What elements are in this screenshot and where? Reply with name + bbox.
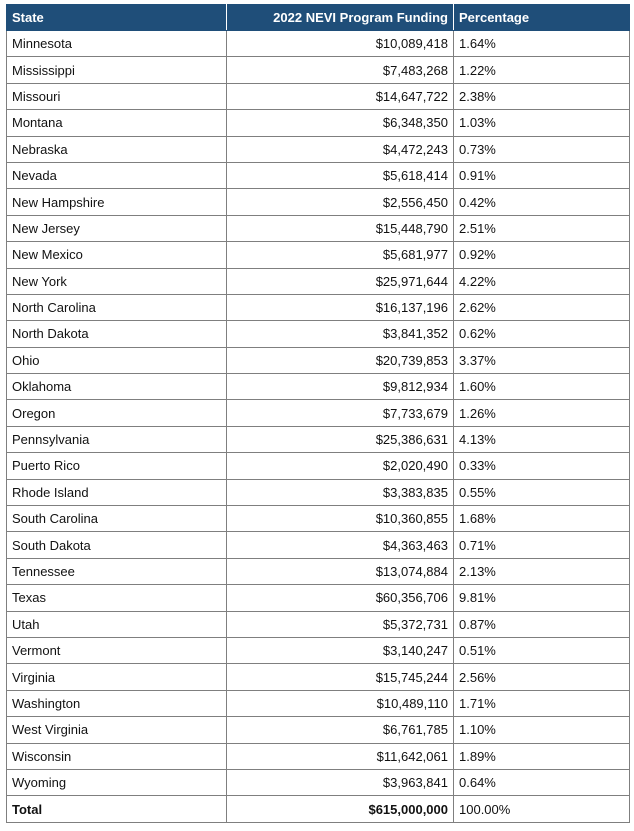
- percentage-cell: 1.03%: [454, 110, 630, 136]
- table-row: [7, 426, 630, 452]
- percentage-cell: 1.68%: [454, 506, 630, 532]
- table-row: [7, 110, 630, 136]
- table-row: [7, 717, 630, 743]
- percentage-cell: 0.42%: [454, 189, 630, 215]
- state-cell: Montana: [7, 110, 227, 136]
- percentage-cell: 0.73%: [454, 136, 630, 162]
- column-header-funding: 2022 NEVI Program Funding: [227, 5, 454, 31]
- percentage-cell: 1.89%: [454, 743, 630, 769]
- table-body: [7, 31, 630, 823]
- percentage-cell: 2.62%: [454, 294, 630, 320]
- table-row: [7, 321, 630, 347]
- state-cell: Rhode Island: [7, 479, 227, 505]
- percentage-cell: 3.37%: [454, 347, 630, 373]
- percentage-cell: 0.87%: [454, 611, 630, 637]
- funding-cell: $7,483,268: [227, 57, 454, 83]
- table-row: [7, 664, 630, 690]
- percentage-cell: 0.71%: [454, 532, 630, 558]
- funding-cell: $9,812,934: [227, 374, 454, 400]
- table-header: [7, 5, 630, 31]
- funding-cell: $25,971,644: [227, 268, 454, 294]
- table-row: [7, 506, 630, 532]
- state-cell: Wisconsin: [7, 743, 227, 769]
- percentage-cell: 2.13%: [454, 558, 630, 584]
- state-cell: West Virginia: [7, 717, 227, 743]
- percentage-cell: 0.64%: [454, 769, 630, 795]
- percentage-cell: 1.71%: [454, 690, 630, 716]
- header-row: [7, 5, 630, 31]
- funding-cell: $6,761,785: [227, 717, 454, 743]
- state-cell: North Dakota: [7, 321, 227, 347]
- state-cell: Minnesota: [7, 31, 227, 57]
- funding-cell: $20,739,853: [227, 347, 454, 373]
- funding-cell: $11,642,061: [227, 743, 454, 769]
- state-cell: Ohio: [7, 347, 227, 373]
- funding-cell: $16,137,196: [227, 294, 454, 320]
- funding-cell: $15,745,244: [227, 664, 454, 690]
- state-cell: Virginia: [7, 664, 227, 690]
- funding-cell: $14,647,722: [227, 83, 454, 109]
- table-row: [7, 479, 630, 505]
- percentage-cell: 2.56%: [454, 664, 630, 690]
- state-cell: Utah: [7, 611, 227, 637]
- total-label: Total: [7, 796, 227, 822]
- table-row: [7, 215, 630, 241]
- funding-cell: $10,089,418: [227, 31, 454, 57]
- table-row: [7, 268, 630, 294]
- state-cell: South Carolina: [7, 506, 227, 532]
- table-row: [7, 532, 630, 558]
- column-header-percentage: Percentage: [454, 5, 630, 31]
- funding-cell: $13,074,884: [227, 558, 454, 584]
- funding-cell: $3,140,247: [227, 637, 454, 663]
- funding-cell: $5,372,731: [227, 611, 454, 637]
- state-cell: Wyoming: [7, 769, 227, 795]
- total-funding: $615,000,000: [227, 796, 454, 822]
- funding-cell: $3,383,835: [227, 479, 454, 505]
- table-row: [7, 136, 630, 162]
- table-row: [7, 374, 630, 400]
- state-cell: New Hampshire: [7, 189, 227, 215]
- table-row: [7, 242, 630, 268]
- funding-cell: $15,448,790: [227, 215, 454, 241]
- percentage-cell: 1.64%: [454, 31, 630, 57]
- funding-cell: $10,489,110: [227, 690, 454, 716]
- state-cell: Pennsylvania: [7, 426, 227, 452]
- percentage-cell: 4.13%: [454, 426, 630, 452]
- table-row: [7, 558, 630, 584]
- funding-cell: $2,556,450: [227, 189, 454, 215]
- table-row: [7, 585, 630, 611]
- total-percentage: 100.00%: [454, 796, 630, 822]
- funding-cell: $60,356,706: [227, 585, 454, 611]
- state-cell: Puerto Rico: [7, 453, 227, 479]
- funding-cell: $7,733,679: [227, 400, 454, 426]
- percentage-cell: 0.55%: [454, 479, 630, 505]
- percentage-cell: 2.38%: [454, 83, 630, 109]
- state-cell: Nebraska: [7, 136, 227, 162]
- funding-cell: $4,363,463: [227, 532, 454, 558]
- state-cell: Texas: [7, 585, 227, 611]
- state-cell: Oregon: [7, 400, 227, 426]
- funding-cell: $5,618,414: [227, 162, 454, 188]
- state-cell: Oklahoma: [7, 374, 227, 400]
- table-row: [7, 400, 630, 426]
- funding-cell: $10,360,855: [227, 506, 454, 532]
- funding-table-container: [6, 4, 630, 823]
- percentage-cell: 0.92%: [454, 242, 630, 268]
- funding-cell: $6,348,350: [227, 110, 454, 136]
- nevi-funding-table: [6, 4, 630, 823]
- funding-cell: $25,386,631: [227, 426, 454, 452]
- percentage-cell: 1.22%: [454, 57, 630, 83]
- table-row: [7, 743, 630, 769]
- state-cell: New Mexico: [7, 242, 227, 268]
- state-cell: South Dakota: [7, 532, 227, 558]
- table-row: [7, 611, 630, 637]
- state-cell: Missouri: [7, 83, 227, 109]
- state-cell: Vermont: [7, 637, 227, 663]
- table-row: [7, 83, 630, 109]
- table-row: [7, 31, 630, 57]
- percentage-cell: 9.81%: [454, 585, 630, 611]
- table-row: [7, 162, 630, 188]
- state-cell: Tennessee: [7, 558, 227, 584]
- percentage-cell: 0.51%: [454, 637, 630, 663]
- state-cell: Mississippi: [7, 57, 227, 83]
- percentage-cell: 0.91%: [454, 162, 630, 188]
- state-cell: New York: [7, 268, 227, 294]
- total-row: [7, 796, 630, 822]
- funding-cell: $3,841,352: [227, 321, 454, 347]
- percentage-cell: 4.22%: [454, 268, 630, 294]
- percentage-cell: 1.10%: [454, 717, 630, 743]
- percentage-cell: 2.51%: [454, 215, 630, 241]
- state-cell: New Jersey: [7, 215, 227, 241]
- table-row: [7, 690, 630, 716]
- table-row: [7, 294, 630, 320]
- table-row: [7, 347, 630, 373]
- table-row: [7, 57, 630, 83]
- table-row: [7, 769, 630, 795]
- funding-cell: $2,020,490: [227, 453, 454, 479]
- state-cell: Nevada: [7, 162, 227, 188]
- table-row: [7, 189, 630, 215]
- percentage-cell: 0.33%: [454, 453, 630, 479]
- funding-cell: $5,681,977: [227, 242, 454, 268]
- percentage-cell: 0.62%: [454, 321, 630, 347]
- percentage-cell: 1.26%: [454, 400, 630, 426]
- funding-cell: $3,963,841: [227, 769, 454, 795]
- table-row: [7, 453, 630, 479]
- funding-cell: $4,472,243: [227, 136, 454, 162]
- state-cell: North Carolina: [7, 294, 227, 320]
- table-row: [7, 637, 630, 663]
- column-header-state: State: [7, 5, 227, 31]
- percentage-cell: 1.60%: [454, 374, 630, 400]
- state-cell: Washington: [7, 690, 227, 716]
